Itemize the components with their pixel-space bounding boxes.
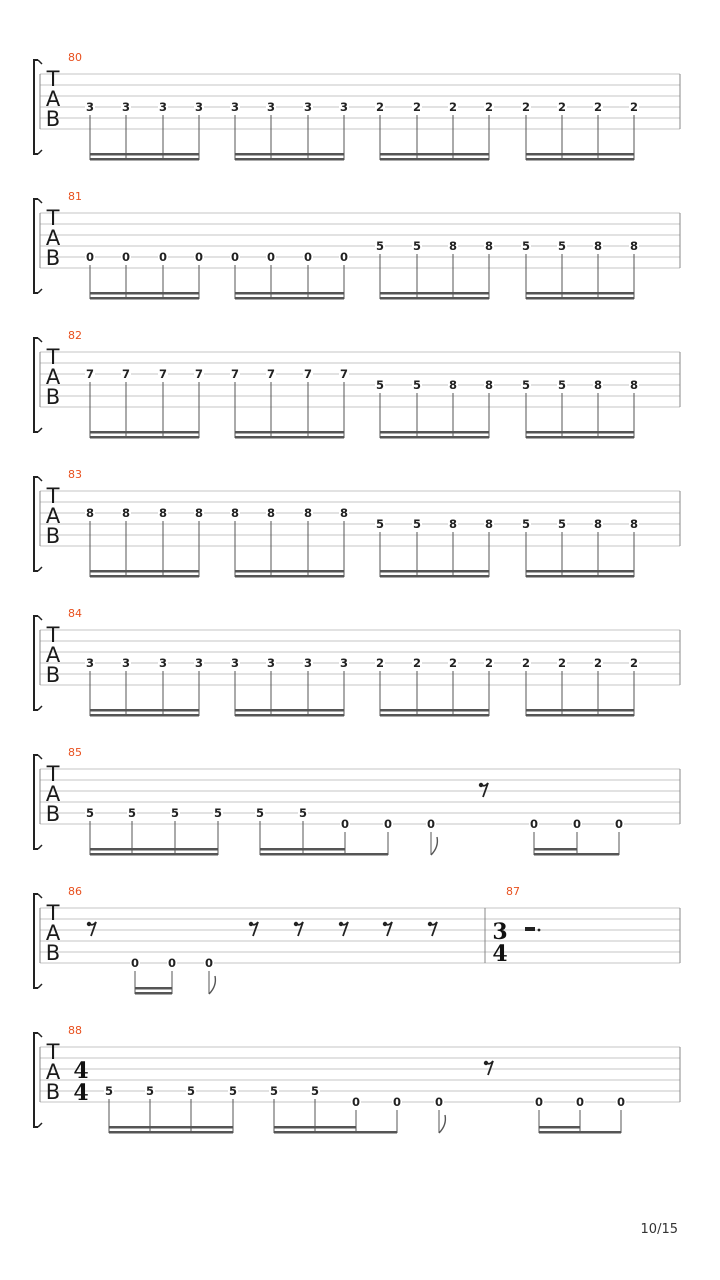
fret-number: 2 bbox=[557, 656, 567, 670]
fret-number: 5 bbox=[375, 517, 385, 531]
fret-number: 8 bbox=[121, 506, 131, 520]
fret-number: 0 bbox=[204, 956, 214, 970]
beam bbox=[526, 158, 634, 161]
beam bbox=[109, 1131, 233, 1134]
fret-number: 5 bbox=[521, 378, 531, 392]
beam bbox=[90, 570, 199, 573]
beam bbox=[235, 709, 344, 712]
fret-number: 2 bbox=[557, 100, 567, 114]
bracket-tip bbox=[38, 894, 42, 898]
measure-number: 88 bbox=[68, 1024, 82, 1037]
measure-number: 80 bbox=[68, 51, 82, 64]
beam bbox=[526, 431, 634, 434]
beam bbox=[90, 297, 199, 300]
time-signature-top: 4 bbox=[73, 1058, 89, 1084]
fret-number: 5 bbox=[255, 806, 265, 820]
fret-number: 0 bbox=[194, 250, 204, 264]
beam bbox=[526, 570, 634, 573]
bracket-tip bbox=[38, 289, 42, 293]
fret-number: 8 bbox=[448, 517, 458, 531]
bracket-tip bbox=[38, 567, 42, 571]
fret-number: 2 bbox=[521, 656, 531, 670]
fret-number: 0 bbox=[85, 250, 95, 264]
fret-number: 2 bbox=[448, 656, 458, 670]
fret-number: 5 bbox=[213, 806, 223, 820]
beam bbox=[235, 292, 344, 295]
bracket-tip bbox=[38, 338, 42, 342]
tab-clef-letter: A bbox=[45, 504, 61, 528]
beam bbox=[235, 436, 344, 439]
fret-number: 5 bbox=[557, 239, 567, 253]
page-number: 10/15 bbox=[640, 1222, 678, 1237]
tab-clef-letter: A bbox=[45, 643, 61, 667]
eighth-flag bbox=[431, 837, 437, 855]
fret-number: 0 bbox=[434, 1095, 444, 1109]
fret-number: 0 bbox=[572, 817, 582, 831]
fret-number: 2 bbox=[593, 100, 603, 114]
beam bbox=[235, 714, 344, 717]
fret-number: 3 bbox=[266, 656, 276, 670]
system-bracket bbox=[34, 894, 38, 988]
tab-clef-letter: B bbox=[45, 524, 61, 548]
fret-number: 8 bbox=[629, 239, 639, 253]
tab-system bbox=[34, 468, 680, 578]
system-bracket bbox=[34, 60, 38, 154]
tab-system bbox=[34, 329, 680, 439]
beam bbox=[274, 1126, 356, 1129]
beam bbox=[274, 1131, 397, 1134]
system-bracket bbox=[34, 477, 38, 571]
fret-number: 3 bbox=[303, 100, 313, 114]
beam bbox=[534, 848, 577, 851]
tab-clef-letter: A bbox=[45, 226, 61, 250]
tab-clef-letter: T bbox=[46, 206, 60, 230]
beam bbox=[380, 436, 489, 439]
fret-number: 8 bbox=[303, 506, 313, 520]
beam bbox=[534, 853, 619, 856]
tab-system bbox=[34, 885, 680, 995]
beam bbox=[90, 575, 199, 578]
system-bracket bbox=[34, 755, 38, 849]
tab-clef-letter: T bbox=[46, 762, 60, 786]
fret-number: 5 bbox=[104, 1084, 114, 1098]
beam bbox=[235, 297, 344, 300]
beam bbox=[135, 992, 172, 995]
fret-number: 2 bbox=[412, 100, 422, 114]
tab-system bbox=[34, 1024, 680, 1134]
beam bbox=[380, 292, 489, 295]
fret-number: 0 bbox=[339, 250, 349, 264]
fret-number: 8 bbox=[448, 239, 458, 253]
fret-number: 7 bbox=[266, 367, 276, 381]
fret-number: 5 bbox=[145, 1084, 155, 1098]
fret-number: 5 bbox=[521, 239, 531, 253]
fret-number: 3 bbox=[230, 656, 240, 670]
fret-number: 2 bbox=[484, 100, 494, 114]
fret-number: 8 bbox=[484, 378, 494, 392]
fret-number: 0 bbox=[616, 1095, 626, 1109]
fret-number: 0 bbox=[303, 250, 313, 264]
fret-number: 5 bbox=[170, 806, 180, 820]
measure-number: 84 bbox=[68, 607, 82, 620]
fret-number: 5 bbox=[412, 517, 422, 531]
fret-number: 8 bbox=[266, 506, 276, 520]
eighth-flag bbox=[209, 976, 215, 994]
fret-number: 0 bbox=[351, 1095, 361, 1109]
beam bbox=[235, 158, 344, 161]
beam bbox=[235, 431, 344, 434]
beam bbox=[135, 987, 172, 990]
beam bbox=[526, 575, 634, 578]
tab-clef-letter: B bbox=[45, 246, 61, 270]
beam bbox=[90, 853, 218, 856]
fret-number: 0 bbox=[392, 1095, 402, 1109]
beam bbox=[380, 570, 489, 573]
beam bbox=[90, 714, 199, 717]
beam bbox=[90, 436, 199, 439]
beam bbox=[260, 848, 345, 851]
eighth-flag bbox=[439, 1115, 445, 1133]
beam bbox=[526, 153, 634, 156]
fret-number: 0 bbox=[266, 250, 276, 264]
eighth-rest-dot bbox=[484, 1061, 488, 1065]
bracket-tip bbox=[38, 428, 42, 432]
tab-clef-letter: B bbox=[45, 663, 61, 687]
time-signature-bottom: 4 bbox=[492, 941, 508, 967]
fret-number: 7 bbox=[85, 367, 95, 381]
fret-number: 2 bbox=[412, 656, 422, 670]
beam bbox=[380, 153, 489, 156]
beam bbox=[90, 431, 199, 434]
tab-system bbox=[34, 607, 680, 717]
bracket-tip bbox=[38, 477, 42, 481]
fret-number: 0 bbox=[167, 956, 177, 970]
eighth-rest-dot bbox=[249, 922, 253, 926]
fret-number: 2 bbox=[593, 656, 603, 670]
system-bracket bbox=[34, 199, 38, 293]
bracket-tip bbox=[38, 845, 42, 849]
fret-number: 5 bbox=[375, 378, 385, 392]
tab-clef-letter: T bbox=[46, 345, 60, 369]
fret-number: 7 bbox=[303, 367, 313, 381]
beam bbox=[526, 292, 634, 295]
fret-number: 8 bbox=[230, 506, 240, 520]
tab-clef-letter: A bbox=[45, 1060, 61, 1084]
beam bbox=[235, 153, 344, 156]
eighth-rest-dot bbox=[294, 922, 298, 926]
tab-clef-letter: A bbox=[45, 921, 61, 945]
fret-number: 8 bbox=[593, 239, 603, 253]
fret-number: 0 bbox=[121, 250, 131, 264]
fret-number: 5 bbox=[269, 1084, 279, 1098]
fret-number: 0 bbox=[426, 817, 436, 831]
fret-number: 2 bbox=[484, 656, 494, 670]
fret-number: 8 bbox=[593, 517, 603, 531]
fret-number: 7 bbox=[121, 367, 131, 381]
eighth-rest-dot bbox=[87, 922, 91, 926]
tab-clef-letter: A bbox=[45, 365, 61, 389]
fret-number: 3 bbox=[266, 100, 276, 114]
beam bbox=[90, 153, 199, 156]
measure-number: 83 bbox=[68, 468, 82, 481]
tab-clef-letter: T bbox=[46, 484, 60, 508]
tab-clef-letter: B bbox=[45, 107, 61, 131]
fret-number: 8 bbox=[448, 378, 458, 392]
tab-clef-letter: T bbox=[46, 67, 60, 91]
bracket-tip bbox=[38, 755, 42, 759]
time-signature-top: 3 bbox=[492, 919, 508, 945]
beam bbox=[90, 848, 218, 851]
beam bbox=[90, 709, 199, 712]
tab-clef-letter: A bbox=[45, 782, 61, 806]
measure-number: 87 bbox=[506, 885, 520, 898]
system-bracket bbox=[34, 1033, 38, 1127]
beam bbox=[90, 158, 199, 161]
fret-number: 2 bbox=[521, 100, 531, 114]
half-rest bbox=[525, 927, 535, 931]
bracket-tip bbox=[38, 984, 42, 988]
bracket-tip bbox=[38, 199, 42, 203]
fret-number: 7 bbox=[194, 367, 204, 381]
fret-number: 3 bbox=[339, 656, 349, 670]
fret-number: 5 bbox=[557, 517, 567, 531]
fret-number: 5 bbox=[521, 517, 531, 531]
bracket-tip bbox=[38, 1123, 42, 1127]
measure-number: 85 bbox=[68, 746, 82, 759]
fret-number: 8 bbox=[629, 378, 639, 392]
beam bbox=[539, 1126, 580, 1129]
beam bbox=[526, 709, 634, 712]
fret-number: 2 bbox=[375, 656, 385, 670]
fret-number: 3 bbox=[339, 100, 349, 114]
fret-number: 5 bbox=[298, 806, 308, 820]
bracket-tip bbox=[38, 60, 42, 64]
tab-system bbox=[34, 190, 680, 300]
beam bbox=[380, 297, 489, 300]
fret-number: 8 bbox=[629, 517, 639, 531]
fret-number: 5 bbox=[412, 239, 422, 253]
tab-clef-letter: B bbox=[45, 941, 61, 965]
fret-number: 3 bbox=[230, 100, 240, 114]
fret-number: 2 bbox=[448, 100, 458, 114]
fret-number: 2 bbox=[629, 656, 639, 670]
beam bbox=[380, 431, 489, 434]
fret-number: 3 bbox=[121, 656, 131, 670]
fret-number: 0 bbox=[529, 817, 539, 831]
fret-number: 8 bbox=[339, 506, 349, 520]
bracket-tip bbox=[38, 706, 42, 710]
beam bbox=[109, 1126, 233, 1129]
eighth-rest-dot bbox=[479, 783, 483, 787]
time-signature-bottom: 4 bbox=[73, 1080, 89, 1106]
fret-number: 0 bbox=[130, 956, 140, 970]
fret-number: 5 bbox=[85, 806, 95, 820]
beam bbox=[380, 709, 489, 712]
fret-number: 0 bbox=[575, 1095, 585, 1109]
fret-number: 7 bbox=[158, 367, 168, 381]
tab-clef-letter: T bbox=[46, 1040, 60, 1064]
fret-number: 3 bbox=[158, 100, 168, 114]
fret-number: 5 bbox=[557, 378, 567, 392]
beam bbox=[90, 292, 199, 295]
tab-system bbox=[34, 51, 680, 161]
fret-number: 8 bbox=[593, 378, 603, 392]
fret-number: 0 bbox=[614, 817, 624, 831]
fret-number: 0 bbox=[158, 250, 168, 264]
system-bracket bbox=[34, 338, 38, 432]
eighth-rest-dot bbox=[383, 922, 387, 926]
fret-number: 5 bbox=[412, 378, 422, 392]
fret-number: 0 bbox=[340, 817, 350, 831]
tab-clef-letter: T bbox=[46, 623, 60, 647]
fret-number: 3 bbox=[194, 656, 204, 670]
fret-number: 5 bbox=[186, 1084, 196, 1098]
beam bbox=[539, 1131, 621, 1134]
rest-dot bbox=[538, 929, 541, 932]
beam bbox=[526, 436, 634, 439]
bracket-tip bbox=[38, 616, 42, 620]
fret-number: 2 bbox=[629, 100, 639, 114]
beam bbox=[235, 575, 344, 578]
tab-clef-letter: A bbox=[45, 87, 61, 111]
fret-number: 0 bbox=[230, 250, 240, 264]
fret-number: 8 bbox=[484, 517, 494, 531]
beam bbox=[235, 570, 344, 573]
fret-number: 3 bbox=[85, 656, 95, 670]
fret-number: 3 bbox=[303, 656, 313, 670]
fret-number: 3 bbox=[158, 656, 168, 670]
measure-number: 81 bbox=[68, 190, 82, 203]
fret-number: 7 bbox=[230, 367, 240, 381]
beam bbox=[260, 853, 388, 856]
fret-number: 5 bbox=[310, 1084, 320, 1098]
fret-number: 8 bbox=[158, 506, 168, 520]
tab-clef-letter: B bbox=[45, 385, 61, 409]
fret-number: 3 bbox=[85, 100, 95, 114]
fret-number: 2 bbox=[375, 100, 385, 114]
fret-number: 5 bbox=[127, 806, 137, 820]
eighth-rest-dot bbox=[339, 922, 343, 926]
beam bbox=[526, 297, 634, 300]
fret-number: 5 bbox=[375, 239, 385, 253]
measure-number: 82 bbox=[68, 329, 82, 342]
fret-number: 0 bbox=[534, 1095, 544, 1109]
beam bbox=[380, 575, 489, 578]
bracket-tip bbox=[38, 150, 42, 154]
fret-number: 3 bbox=[194, 100, 204, 114]
eighth-rest-dot bbox=[428, 922, 432, 926]
beam bbox=[380, 158, 489, 161]
beam bbox=[526, 714, 634, 717]
tab-clef-letter: B bbox=[45, 802, 61, 826]
tab-system bbox=[34, 746, 680, 856]
bracket-tip bbox=[38, 1033, 42, 1037]
system-bracket bbox=[34, 616, 38, 710]
tab-clef-letter: B bbox=[45, 1080, 61, 1104]
tab-clef-letter: T bbox=[46, 901, 60, 925]
fret-number: 0 bbox=[383, 817, 393, 831]
fret-number: 3 bbox=[121, 100, 131, 114]
measure-number: 86 bbox=[68, 885, 82, 898]
fret-number: 7 bbox=[339, 367, 349, 381]
fret-number: 8 bbox=[85, 506, 95, 520]
beam bbox=[380, 714, 489, 717]
fret-number: 8 bbox=[194, 506, 204, 520]
fret-number: 5 bbox=[228, 1084, 238, 1098]
fret-number: 8 bbox=[484, 239, 494, 253]
